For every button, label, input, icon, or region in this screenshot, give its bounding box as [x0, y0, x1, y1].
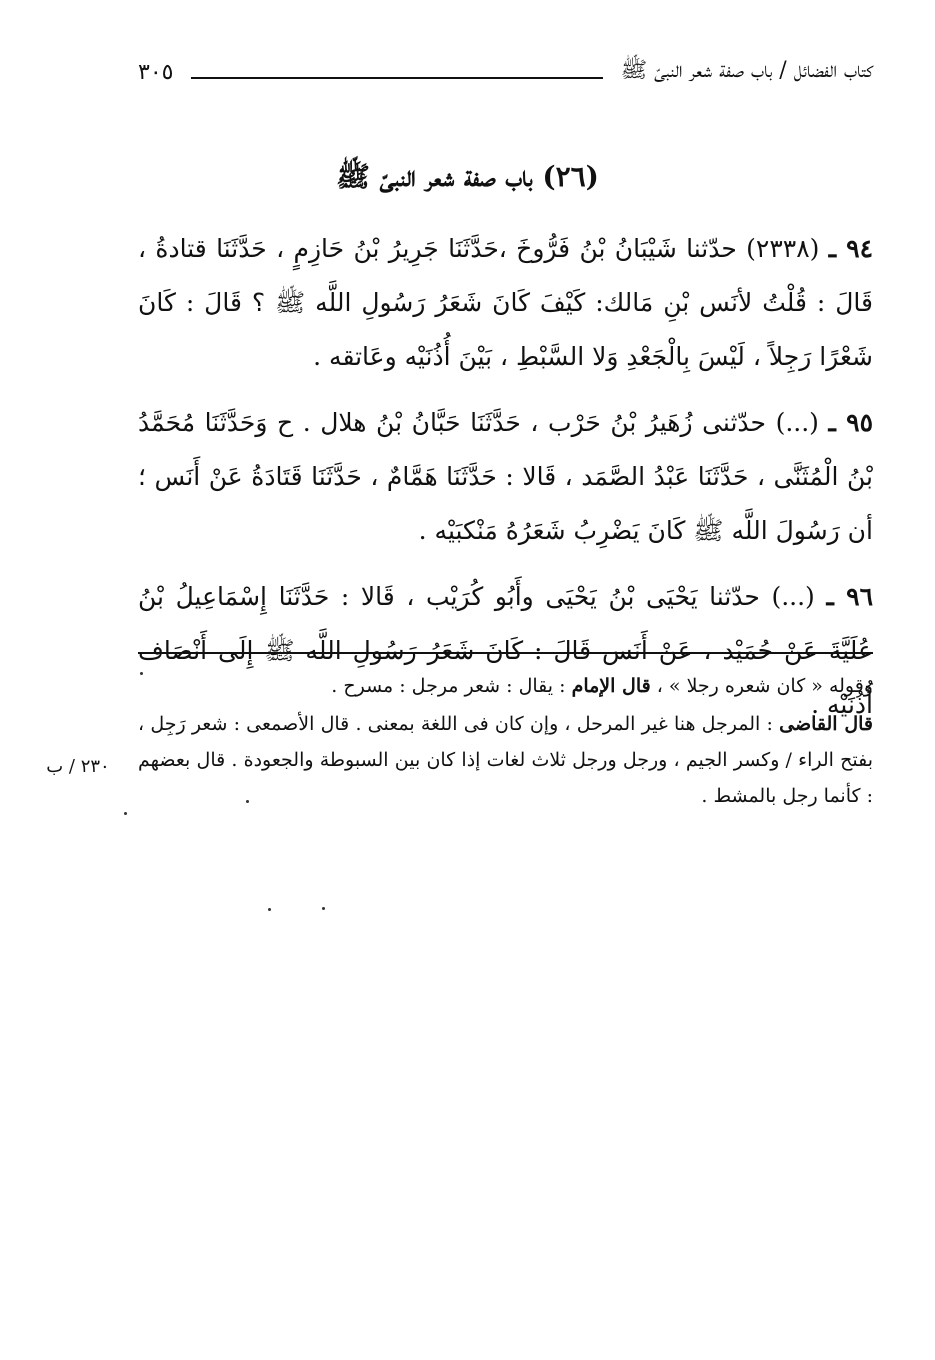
- running-header: [138, 52, 873, 92]
- scan-speck: [268, 908, 271, 911]
- hadith-94: [138, 222, 873, 384]
- hadith-body: (...) حدّثنى زُهَيرُ بْنُ حَرْب ، حَدَّثَنَا حَبَّانُ بْنُ هلال . ح وَحَدَّثَنَا مُحَمَّدُ بْنُ الْمُثَنَّى ، حَدَّثَنَا عَبْدُ الصَّمَد ، قَالا : حَدَّثَنَا هَمَّامٌ ، حَدَّثَنَا قَتَادَةُ عَنْ أَنَس ؛ أن رَسُولَ اللَّه ﷺ كَانَ يَضْرِبُ شَعَرُهُ مَنْكبَيْه .: [138, 408, 873, 545]
- commentary-speaker: قال الإمام: [571, 675, 651, 697]
- hadith-number: ٩٦ ـ: [826, 582, 873, 611]
- scan-speck: [322, 907, 325, 910]
- hadith-95: [138, 396, 873, 558]
- running-title: كتاب الفضائل / باب صفة شعر النبىّ ﷺ: [620, 58, 873, 83]
- margin-folio-note: ٢٣٠ / ب: [46, 756, 110, 777]
- commentary-text: : يقال : شعر مرجل : مسرح .: [331, 675, 566, 697]
- page-number: ٣٠٥: [138, 59, 174, 85]
- commentary-speaker: قال القاضى: [779, 713, 874, 735]
- commentary-block: [138, 668, 873, 816]
- commentary-text: : المرجل هنا غير المرحل ، وإن كان فى اللغة بمعنى . قال الأصمعى : شعر رَجِل ، بفتح الراء / وكسر الجيم ، ورجل ورجل ثلاث لغات إذا كان بين السبوطة والجعودة . قال بعضهم : كأنما رجل بالمشط .: [138, 713, 873, 807]
- header-rule: [191, 77, 602, 79]
- hadith-body: (...) حدّثنا يَحْيَى بْنُ يَحْيَى وأَبُو كُرَيْب ، قَالا : حَدَّثَنَا إِسْمَاعِيلُ بْنُ عُلَيَّةَ عَنْ حُمَيْد ، عَنْ أَنَس قَالَ : كَانَ شَعَرُ رَسُولِ اللَّه ﷺ إِلَى أَنْصَاف أُذُنَيْه .: [138, 582, 873, 719]
- chapter-heading: (٢٦) باب صفة شعر النبىّ ﷺ: [336, 160, 599, 193]
- hadith-number: ٩٥ ـ: [828, 408, 874, 437]
- scan-speck: [124, 812, 127, 815]
- footnote-rule: [138, 652, 873, 654]
- scan-speck: [246, 800, 249, 803]
- commentary-quote: وقوله « كان شعره رجلا » ،: [656, 675, 873, 697]
- hadith-text-block: [138, 222, 873, 744]
- commentary-paragraph: [138, 668, 873, 704]
- commentary-paragraph: [138, 706, 873, 814]
- hadith-number: ٩٤ ـ: [828, 234, 874, 263]
- hadith-body: (٢٣٣٨) حدّثنا شَيْبَانُ بْنُ فَرُّوخَ ،حَدَّثَنَا جَرِيرُ بْنُ حَازِمٍ ، حَدَّثَنَا قتادةُ ، قَالَ : قُلْتُ لأنَس بْنِ مَالك: كَيْفَ كَانَ شَعَرُ رَسُولِ اللَّه ﷺ ؟ قَالَ : كَانَ شَعْرًا رَجِلاً ، لَيْسَ بِالْجَعْدِ وَلا السَّبْطِ ، بَيْنَ أُذُنَيْه وعَاتقه .: [138, 234, 873, 371]
- scan-speck: [140, 672, 143, 675]
